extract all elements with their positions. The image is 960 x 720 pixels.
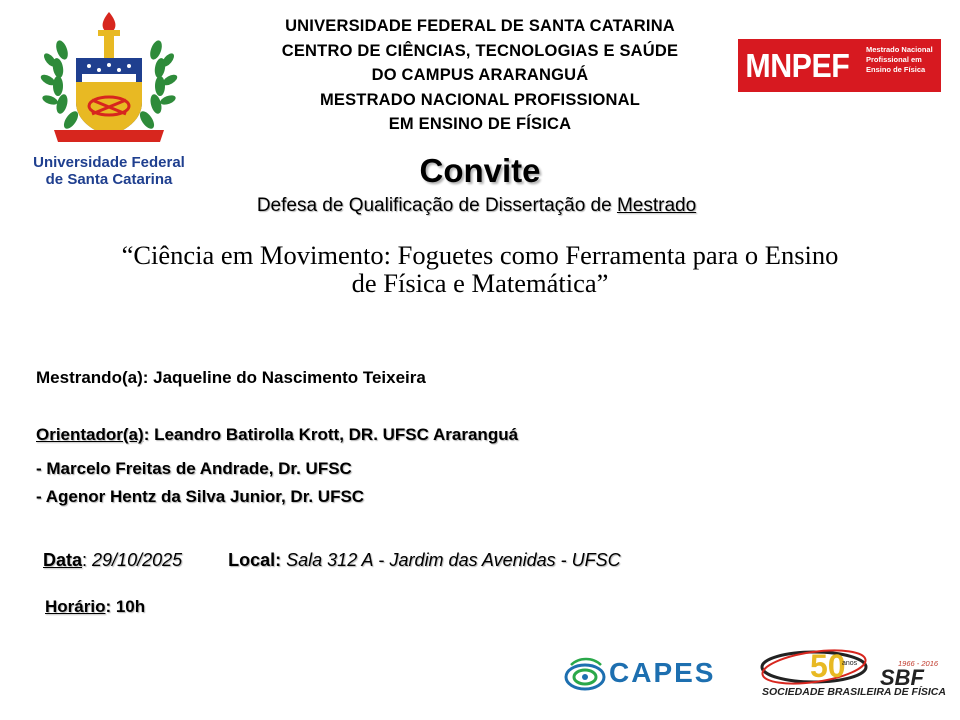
header-line-3: DO CAMPUS ARARANGUÁ xyxy=(371,66,589,84)
sbf-logo xyxy=(752,645,948,700)
local-label: Local: xyxy=(228,550,282,570)
capes-swirl-icon xyxy=(563,655,607,695)
local-value-2: Jardim das Avenidas - UFSC xyxy=(389,550,621,570)
capes-wordmark: CAPES xyxy=(609,657,716,688)
student-row xyxy=(36,368,426,388)
sbf-anos: anos xyxy=(842,660,858,667)
advisor-label: Orientador(a) xyxy=(36,425,144,444)
header-line-1: UNIVERSIDADE FEDERAL DE SANTA CATARINA xyxy=(285,17,675,35)
student-name: Jaqueline do Nascimento Teixeira xyxy=(148,368,426,387)
date-location-row xyxy=(43,550,621,571)
mnpef-line3: Ensino de Física xyxy=(866,65,926,74)
committee-member-1: - Marcelo Freitas de Andrade, Dr. UFSC xyxy=(36,459,352,478)
sbf-years: 1966 - 2016 xyxy=(898,659,939,668)
sbf-fullname: SOCIEDADE BRASILEIRA DE FÍSICA xyxy=(762,686,946,698)
mnpef-fullname xyxy=(866,45,933,75)
thesis-line-2: de Física e Matemática” xyxy=(351,268,609,298)
date-label: Data xyxy=(43,550,83,570)
local-value-sep: - xyxy=(373,550,390,570)
time-label: Horário xyxy=(45,597,106,616)
date-value: 29/10/2025 xyxy=(92,550,183,570)
header-line-5: EM ENSINO DE FÍSICA xyxy=(388,115,572,133)
header-line-2: CENTRO DE CIÊNCIAS, TECNOLOGIAS E SAÚDE xyxy=(281,41,679,60)
header-line-4: MESTRADO NACIONAL PROFISSIONAL xyxy=(319,90,641,109)
sbf-brand: SBF xyxy=(880,665,924,690)
sbf-fifty: 50 xyxy=(810,648,846,684)
student-label: Mestrando(a): xyxy=(36,368,149,387)
institution-header xyxy=(212,14,748,137)
mnpef-acronym: MNPEF xyxy=(745,47,850,84)
subtitle-underlined: Mestrado xyxy=(616,195,697,216)
ufsc-emblem-icon xyxy=(14,10,204,160)
time-value: : 10h xyxy=(105,597,146,616)
mnpef-logo xyxy=(738,39,941,92)
advisor-name: : Leandro Batirolla Krott, DR. UFSC Araranguá xyxy=(143,425,519,444)
capes-logo xyxy=(563,655,733,695)
invite-subtitle xyxy=(0,195,953,217)
time-row xyxy=(45,597,145,617)
mnpef-line1: Mestrado Nacional xyxy=(866,45,933,54)
subtitle-prefix: Defesa de Qualificação de Dissertação de xyxy=(256,195,617,216)
ufsc-name-line1: Universidade Federal xyxy=(33,154,185,171)
date-sep: : xyxy=(82,550,93,570)
thesis-title xyxy=(30,241,930,297)
mnpef-line2: Profissional em xyxy=(866,55,922,64)
local-value-1: Sala 312 A xyxy=(281,550,374,570)
committee-member-2: - Agenor Hentz da Silva Junior, Dr. UFSC xyxy=(36,487,365,506)
advisor-row xyxy=(36,425,518,445)
ufsc-name-line2: de Santa Catarina xyxy=(45,171,173,188)
invite-title: Convite xyxy=(419,152,541,189)
thesis-line-1: “Ciência em Movimento: Foguetes como Ferramenta para o Ensino xyxy=(121,240,839,270)
